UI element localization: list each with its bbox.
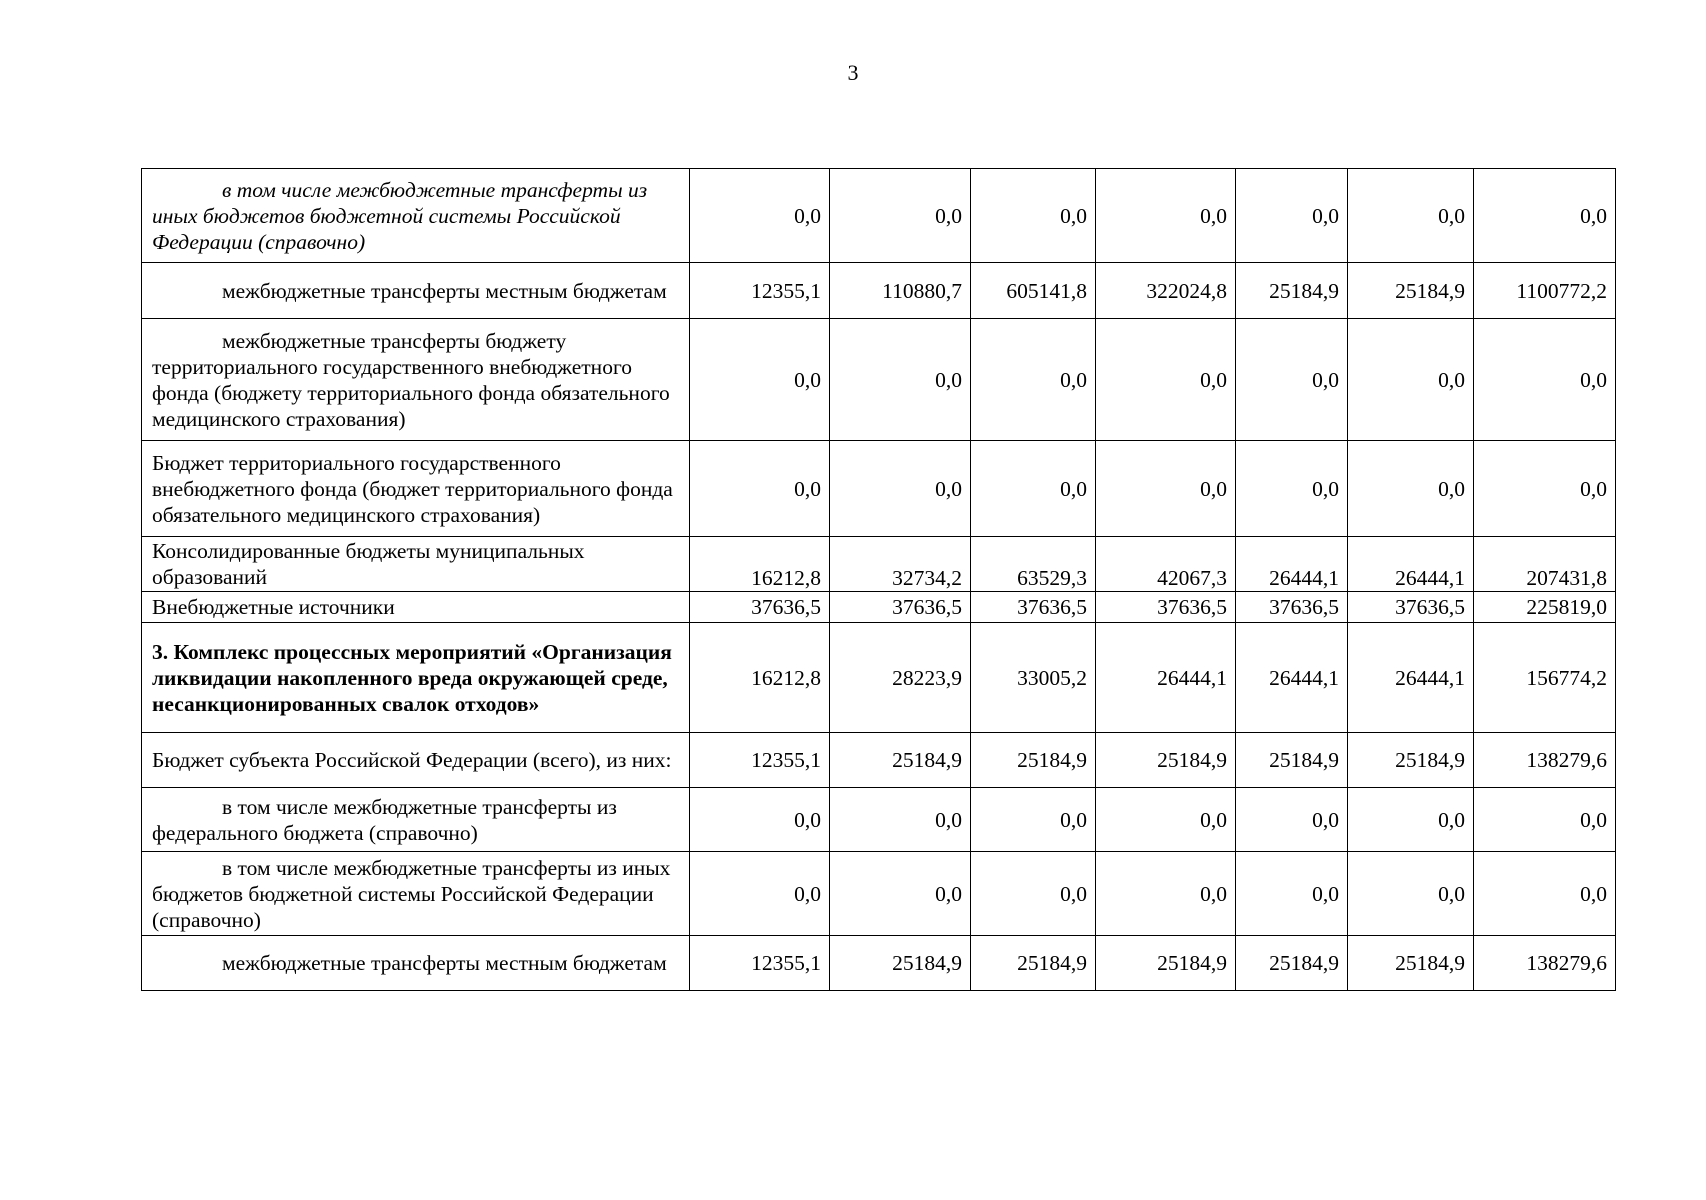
budget-table-body <box>142 169 1616 991</box>
table-row <box>142 319 1616 441</box>
row-value: 0,0 <box>1096 788 1236 852</box>
row-value: 25184,9 <box>830 733 971 788</box>
row-value: 25184,9 <box>1096 733 1236 788</box>
table-row <box>142 537 1616 592</box>
row-value: 0,0 <box>1348 169 1474 263</box>
row-value: 0,0 <box>1236 852 1348 936</box>
row-value: 25184,9 <box>1348 733 1474 788</box>
row-label: межбюджетные трансферты бюджету территориального государственного внебюджетного фонда (бюджету территориального фонда обязательного медицинского страхования) <box>142 319 690 441</box>
row-value: 25184,9 <box>1348 936 1474 991</box>
row-value: 225819,0 <box>1474 592 1616 623</box>
row-value: 63529,3 <box>971 537 1096 592</box>
row-value: 0,0 <box>971 319 1096 441</box>
row-value: 0,0 <box>1096 319 1236 441</box>
row-value: 25184,9 <box>1236 263 1348 319</box>
row-label: Внебюджетные источники <box>142 592 690 623</box>
row-value: 12355,1 <box>690 263 830 319</box>
table-row <box>142 852 1616 936</box>
row-value: 0,0 <box>1236 169 1348 263</box>
row-label: в том числе межбюджетные трансферты из иных бюджетов бюджетной системы Российской Федерации (справочно) <box>142 169 690 263</box>
row-value: 605141,8 <box>971 263 1096 319</box>
row-value: 37636,5 <box>1236 592 1348 623</box>
table-row <box>142 623 1616 733</box>
row-value: 37636,5 <box>690 592 830 623</box>
row-value: 0,0 <box>830 319 971 441</box>
row-label: Консолидированные бюджеты муниципальных образований <box>142 537 690 592</box>
row-value: 0,0 <box>690 788 830 852</box>
row-value: 0,0 <box>1474 852 1616 936</box>
row-value: 138279,6 <box>1474 733 1616 788</box>
row-label: 3. Комплекс процессных мероприятий «Организация ликвидации накопленного вреда окружающей среде, несанкционированных свалок отходов» <box>142 623 690 733</box>
row-value: 0,0 <box>830 788 971 852</box>
row-value: 0,0 <box>830 441 971 537</box>
row-value: 32734,2 <box>830 537 971 592</box>
row-value: 138279,6 <box>1474 936 1616 991</box>
row-value: 0,0 <box>1236 441 1348 537</box>
row-value: 0,0 <box>690 319 830 441</box>
row-value: 0,0 <box>971 169 1096 263</box>
row-label: межбюджетные трансферты местным бюджетам <box>142 936 690 991</box>
row-value: 26444,1 <box>1236 537 1348 592</box>
row-value: 37636,5 <box>830 592 971 623</box>
row-value: 0,0 <box>1348 852 1474 936</box>
table-row <box>142 441 1616 537</box>
row-value: 26444,1 <box>1096 623 1236 733</box>
row-value: 0,0 <box>1474 788 1616 852</box>
budget-table <box>141 168 1616 991</box>
row-value: 25184,9 <box>1348 263 1474 319</box>
row-value: 0,0 <box>1474 441 1616 537</box>
row-value: 110880,7 <box>830 263 971 319</box>
row-value: 0,0 <box>1474 319 1616 441</box>
row-value: 37636,5 <box>1348 592 1474 623</box>
row-value: 0,0 <box>1096 852 1236 936</box>
row-value: 0,0 <box>830 169 971 263</box>
row-value: 26444,1 <box>1236 623 1348 733</box>
row-label: межбюджетные трансферты местным бюджетам <box>142 263 690 319</box>
row-value: 0,0 <box>1236 788 1348 852</box>
table-row <box>142 788 1616 852</box>
row-value: 156774,2 <box>1474 623 1616 733</box>
row-value: 26444,1 <box>1348 623 1474 733</box>
row-value: 207431,8 <box>1474 537 1616 592</box>
row-value: 26444,1 <box>1348 537 1474 592</box>
row-value: 25184,9 <box>1096 936 1236 991</box>
row-value: 25184,9 <box>971 936 1096 991</box>
row-label: Бюджет субъекта Российской Федерации (всего), из них: <box>142 733 690 788</box>
row-value: 0,0 <box>1348 319 1474 441</box>
table-row <box>142 592 1616 623</box>
table-row <box>142 263 1616 319</box>
table-row <box>142 733 1616 788</box>
row-value: 16212,8 <box>690 537 830 592</box>
row-value: 12355,1 <box>690 936 830 991</box>
row-value: 0,0 <box>971 441 1096 537</box>
row-value: 25184,9 <box>830 936 971 991</box>
row-value: 33005,2 <box>971 623 1096 733</box>
row-value: 42067,3 <box>1096 537 1236 592</box>
row-label: Бюджет территориального государственного внебюджетного фонда (бюджет территориального фонда обязательного медицинского страхования) <box>142 441 690 537</box>
row-value: 0,0 <box>1096 169 1236 263</box>
row-value: 0,0 <box>690 169 830 263</box>
row-value: 0,0 <box>830 852 971 936</box>
row-value: 0,0 <box>1348 441 1474 537</box>
row-value: 0,0 <box>971 852 1096 936</box>
row-value: 0,0 <box>690 852 830 936</box>
row-value: 0,0 <box>971 788 1096 852</box>
row-value: 322024,8 <box>1096 263 1236 319</box>
table-row <box>142 169 1616 263</box>
row-value: 28223,9 <box>830 623 971 733</box>
row-value: 25184,9 <box>971 733 1096 788</box>
row-label: в том числе межбюджетные трансферты из федерального бюджета (справочно) <box>142 788 690 852</box>
row-value: 25184,9 <box>1236 733 1348 788</box>
row-value: 12355,1 <box>690 733 830 788</box>
row-label: в том числе межбюджетные трансферты из иных бюджетов бюджетной системы Российской Федерации (справочно) <box>142 852 690 936</box>
row-value: 0,0 <box>1348 788 1474 852</box>
row-value: 16212,8 <box>690 623 830 733</box>
table-row <box>142 936 1616 991</box>
row-value: 0,0 <box>690 441 830 537</box>
row-value: 0,0 <box>1474 169 1616 263</box>
row-value: 37636,5 <box>971 592 1096 623</box>
row-value: 25184,9 <box>1236 936 1348 991</box>
row-value: 0,0 <box>1236 319 1348 441</box>
row-value: 1100772,2 <box>1474 263 1616 319</box>
row-value: 37636,5 <box>1096 592 1236 623</box>
page-number: 3 <box>847 60 859 85</box>
row-value: 0,0 <box>1096 441 1236 537</box>
